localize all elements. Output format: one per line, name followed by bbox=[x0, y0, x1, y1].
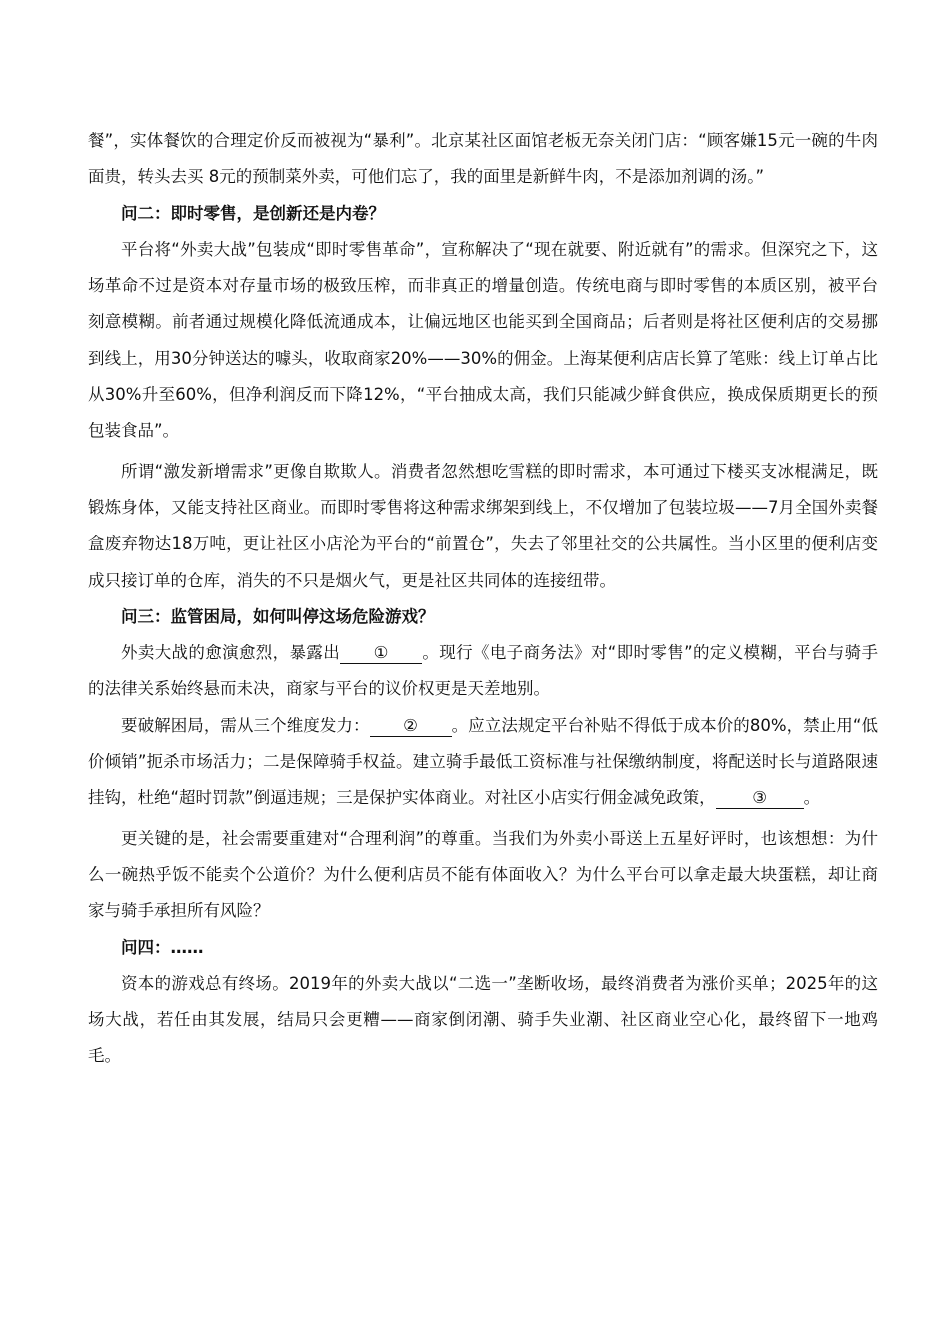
paragraph-3-2-text-c: 。 bbox=[803, 788, 821, 808]
document-page bbox=[88, 123, 878, 1075]
paragraph-3-1-text-a: 外卖大战的愈演愈烈，暴露出 bbox=[121, 643, 341, 663]
section-heading-3: 问三：监管困局，如何叫停这场危险游戏？ bbox=[121, 606, 435, 626]
section-heading-4: 问四：…… bbox=[121, 937, 204, 957]
paragraph-4-1: 资本的游戏总有终场。2019年的外卖大战以“二选一”垄断收场，最终消费者为涨价买单；2025年的这场大战，若任由其发展，结局只会更糟——商家倒闭潮、骑手失业潮、社区商业空心化，最终留下一地鸡毛。 bbox=[88, 973, 878, 1066]
paragraph-2-2: 所谓“激发新增需求”更像自欺欺人。消费者忽然想吃雪糕的即时需求，本可通过下楼买支冰棍满足，既锻炼身体，又能支持社区商业。而即时零售将这种需求绑架到线上，不仅增加了包装垃圾——7月全国外卖餐盒废弃物达18万吨，更让社区小店沦为平台的“前置仓”，失去了邻里社交的公共属性。当小区里的便利店变成只接订单的仓库，消失的不只是烟火气，更是社区共同体的连接纽带。 bbox=[88, 461, 878, 590]
paragraph-3-3: 更关键的是，社会需要重建对“合理利润”的尊重。当我们为外卖小哥送上五星好评时，也该想想：为什么一碗热乎饭不能卖个公道价？为什么便利店员不能有体面收入？为什么平台可以拿走最大块蛋糕，却让商家与骑手承担所有风险？ bbox=[88, 828, 878, 921]
paragraph-3-2-text-b: 。应立法规定平台补贴不得低于成本价的80%，禁止用“低价倾销”扼杀市场活力；二是保障骑手权益。建立骑手最低工资标准与社保缴纳制度，将配送时长与道路限速挂钩，杜绝“超时罚款”倒逼违规；三是保护实体商业。对社区小店实行佣金减免政策， bbox=[88, 715, 878, 808]
paragraph-3-2-text-a: 要破解困局，需从三个维度发力： bbox=[121, 715, 370, 735]
fill-blank-3: ③ bbox=[716, 788, 804, 809]
paragraph-continued: 餐”，实体餐饮的合理定价反而被视为“暴利”。北京某社区面馆老板无奈关闭门店：“顾客嫌15元一碗的牛肉面贵，转头去买 8元的预制菜外卖，可他们忘了，我的面里是新鲜牛肉，不是添加剂调的汤。” bbox=[88, 131, 878, 187]
paragraph-3-1-text-b: 。现行《电子商务法》对“即时零售”的定义模糊，平台与骑手的法律关系始终悬而未决，商家与平台的议价权更是天差地别。 bbox=[88, 643, 879, 699]
paragraph-2-1: 平台将“外卖大战”包装成“即时零售革命”，宣称解决了“现在就要、附近就有”的需求。但深究之下，这场革命不过是资本对存量市场的极致压榨，而非真正的增量创造。传统电商与即时零售的本质区别，被平台刻意模糊。前者通过规模化降低流通成本，让偏远地区也能买到全国商品；后者则是将社区便利店的交易挪到线上，用30分钟送达的噱头，收取商家20%——30%的佣金。上海某便利店店长算了笔账：线上订单占比从30%升至60%，但净利润反而下降12%，“平台抽成太高，我们只能减少鲜食供应，换成保质期更长的预包装食品”。 bbox=[88, 239, 878, 441]
fill-blank-1: ① bbox=[340, 643, 422, 664]
paragraph-3-1 bbox=[88, 635, 878, 708]
fill-blank-2: ② bbox=[370, 716, 452, 737]
paragraph-3-2 bbox=[88, 708, 878, 817]
section-heading-2: 问二：即时零售，是创新还是内卷？ bbox=[121, 203, 385, 223]
